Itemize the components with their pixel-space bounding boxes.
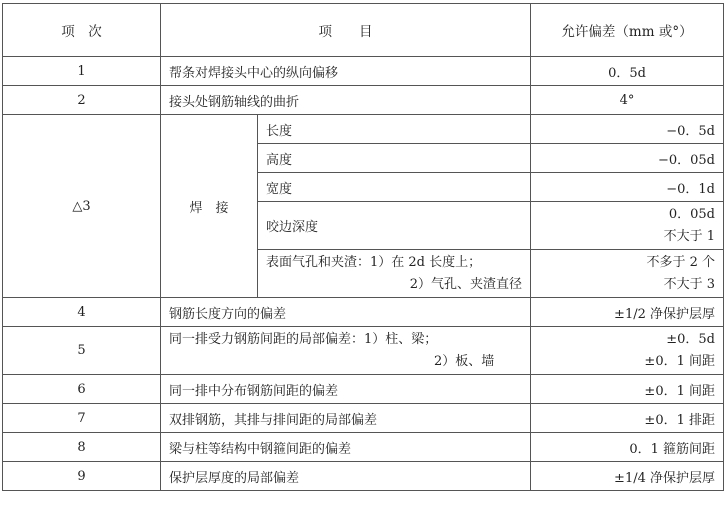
table-row [3,327,724,375]
row-tolerance: 4° [531,86,724,115]
weld-sub-tolerance: −0．05d [531,144,724,173]
weld-sub-item: 长度 [258,115,531,144]
row-item: 梁与柱等结构中钢箍间距的偏差 [161,433,531,462]
weld-sub-item-line1: 表面气孔和夹渣：1）在 2d 长度上； [266,254,482,270]
row-tolerance: ±0．1 排距 [531,404,724,433]
row-tolerance: 0．1 箍筋间距 [531,433,724,462]
row-item: 保护层厚度的局部偏差 [161,462,531,491]
row-item: 帮条对焊接头中心的纵向偏移 [161,57,531,86]
weld-sub-tolerance-line1: 0．05d [668,206,715,222]
weld-sub-tolerance-line2: 不大于 3 [663,276,715,292]
header-tolerance: 允许偏差（mm 或°） [531,4,724,57]
table-row [3,298,724,327]
row-tolerance: ±0．1 间距 [531,375,724,404]
table-header-row [3,4,724,57]
row-tolerance: ±1/2 净保护层厚 [531,298,724,327]
table-row [3,433,724,462]
row-no: 8 [3,433,161,462]
weld-sub-item: 咬边深度 [258,202,531,250]
row-tolerance-line2: ±0．1 间距 [644,353,715,369]
row-tolerance [531,327,724,375]
weld-sub-item [258,250,531,298]
table-row [3,86,724,115]
tolerance-table-container [2,3,724,491]
row-tolerance-line1: ±0．5d [666,331,715,347]
weld-row-no: △3 [3,115,161,298]
header-item-no: 项 次 [3,4,161,57]
row-no: 5 [3,327,161,375]
weld-sub-tolerance-line1: 不多于 2 个 [646,254,715,270]
weld-sub-tolerance [531,250,724,298]
row-item [161,327,531,375]
table-row [3,404,724,433]
row-tolerance: ±1/4 净保护层厚 [531,462,724,491]
table-row [3,375,724,404]
table-row [3,462,724,491]
table-row [3,57,724,86]
row-no: 4 [3,298,161,327]
weld-sub-item: 宽度 [258,173,531,202]
row-tolerance: 0．5d [531,57,724,86]
row-item-line1: 同一排受力钢筋间距的局部偏差：1）柱、梁； [169,331,438,347]
row-no: 7 [3,404,161,433]
row-no: 9 [3,462,161,491]
row-no: 6 [3,375,161,404]
row-item: 同一排中分布钢筋间距的偏差 [161,375,531,404]
tolerance-table [2,3,724,491]
header-item: 项 目 [161,4,531,57]
weld-sub-tolerance-line2: 不大于 1 [663,228,715,244]
weld-sub-tolerance: −0．1d [531,173,724,202]
weld-sub-item: 高度 [258,144,531,173]
row-no: 1 [3,57,161,86]
row-no: 2 [3,86,161,115]
weld-group-label: 焊 接 [161,115,258,298]
row-item: 双排钢筋，其排与排间距的局部偏差 [161,404,531,433]
row-item-line2: 2）板、墙 [434,353,495,369]
row-item: 接头处钢筋轴线的曲折 [161,86,531,115]
table-row [3,115,724,144]
row-item: 钢筋长度方向的偏差 [161,298,531,327]
weld-sub-item-line2: 2）气孔、夹渣直径 [409,276,522,292]
weld-sub-tolerance [531,202,724,250]
weld-sub-tolerance: −0．5d [531,115,724,144]
